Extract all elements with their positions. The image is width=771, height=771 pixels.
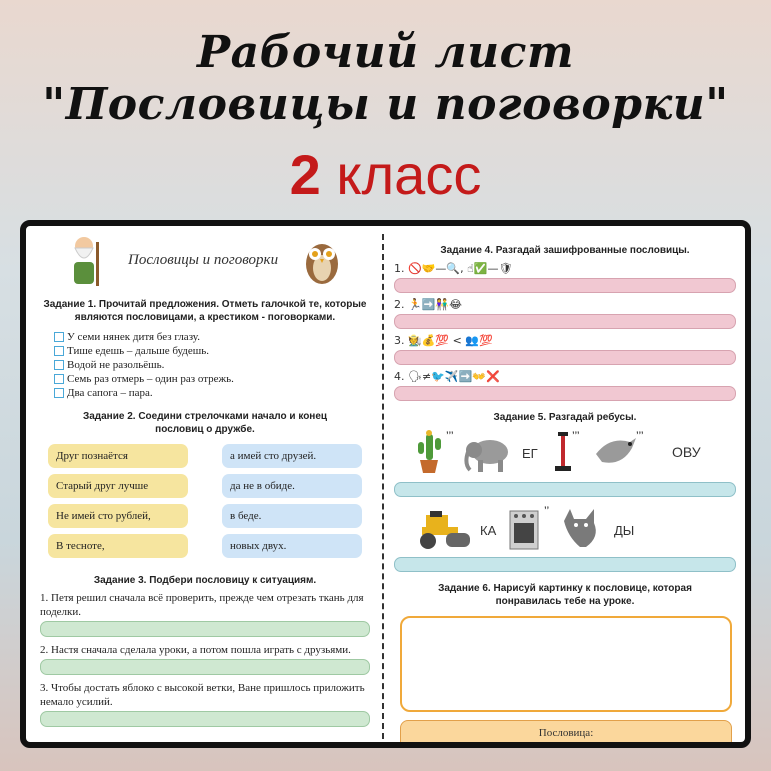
header-title-line1: Рабочий лист <box>196 27 574 78</box>
task3-situation: 3. Чтобы достать яблоко с высокой ветки, Ване пришлось приложить немало усилий. <box>40 682 365 708</box>
column-divider <box>382 234 384 739</box>
task2-heading: Задание 2. Соедини стрелочками начало и конец пословиц о дружбе. <box>82 411 328 435</box>
rebus-letters: ДЫ <box>614 523 635 538</box>
comma-marks: ’’ <box>544 504 550 518</box>
grade-number: 2 <box>289 143 321 206</box>
checkbox[interactable] <box>54 388 64 398</box>
task3-situation: 2. Настя сначала сделала уроки, а потом пошла играть с друзьями. <box>40 644 351 656</box>
answer-field[interactable] <box>40 711 370 727</box>
encoded-proverb: 3. 🧑‍🌾💰💯 < 👥💯 <box>394 334 493 347</box>
grade-word: класс <box>336 143 482 206</box>
task3-situation: 1. Петя решил сначала всё проверить, прежде чем отрезать ткань для поделки. <box>40 592 364 618</box>
match-left-item[interactable]: В тесноте, <box>48 534 188 558</box>
answer-field[interactable] <box>394 557 736 572</box>
proverb-label: Пословица: <box>538 727 594 739</box>
task1-item: Водой не разольёшь. <box>54 358 370 372</box>
match-left-item[interactable]: Не имей сто рублей, <box>48 504 188 528</box>
sheet-title: Пословицы и поговорки <box>128 252 279 268</box>
worksheet <box>20 220 751 748</box>
task6-heading: Задание 6. Нарисуй картинку к пословице, которая понравилась тебе на уроке. <box>438 583 692 607</box>
match-right-item[interactable]: в беде. <box>222 504 362 528</box>
rebus-letters: КА <box>480 523 497 538</box>
task1-heading: Задание 1. Прочитай предложения. Отметь галочкой те, которые являются пословицами, а крестиком - поговорками. <box>43 299 367 323</box>
task4-list <box>394 261 736 401</box>
task1-item: У семи нянек дитя без глазу. <box>54 330 370 344</box>
comma-marks: ’’’ <box>636 429 644 443</box>
elephant-icon <box>464 436 516 474</box>
title-row <box>40 232 370 292</box>
road-roller-icon <box>412 509 474 551</box>
answer-field[interactable] <box>40 659 370 675</box>
left-column <box>40 232 370 727</box>
answer-field[interactable] <box>394 386 736 401</box>
task1-item: Два сапога – пара. <box>54 386 370 400</box>
match-left-item[interactable]: Старый друг лучше <box>48 474 188 498</box>
encoded-proverb: 2. 🏃➡️👫😂 <box>394 298 462 311</box>
rebus-letters: ОВУ <box>672 444 701 460</box>
answer-field[interactable] <box>394 350 736 365</box>
task5-heading: Задание 5. Разгадай ребусы. <box>493 412 637 423</box>
task4-heading: Задание 4. Разгадай зашифрованные пословицы. <box>440 245 690 256</box>
right-column <box>394 232 736 748</box>
grade-label <box>0 140 771 210</box>
comma-marks: ’’’ <box>572 429 580 443</box>
answer-field[interactable] <box>394 278 736 293</box>
old-man-icon <box>62 234 106 288</box>
match-right-item[interactable]: новых двух. <box>222 534 362 558</box>
stove-icon <box>508 509 540 551</box>
task2-match <box>40 440 370 562</box>
pump-icon <box>552 428 574 474</box>
cactus-icon <box>414 428 444 474</box>
encoded-proverb: 4. 🗣≠🐦✈️➡️👐❌ <box>394 370 500 383</box>
header-title-line2: "Пословицы и поговорки" <box>42 79 729 130</box>
task3-heading: Задание 3. Подбери пословицу к ситуациям. <box>93 575 317 586</box>
checkbox[interactable] <box>54 374 64 384</box>
answer-field[interactable] <box>394 482 736 497</box>
task3-list <box>40 591 370 727</box>
task1-item: Тише едешь – дальше будешь. <box>54 344 370 358</box>
match-right-item[interactable]: а имей сто друзей. <box>222 444 362 468</box>
checkbox[interactable] <box>54 346 64 356</box>
proverb-field[interactable] <box>400 720 732 748</box>
task1-item: Семь раз отмерь – один раз отрежь. <box>54 372 370 386</box>
checkbox[interactable] <box>54 332 64 342</box>
answer-field[interactable] <box>394 314 736 329</box>
pigeon-icon <box>592 432 640 472</box>
checkbox[interactable] <box>54 360 64 370</box>
answer-field[interactable] <box>40 621 370 637</box>
match-right-item[interactable]: да не в обиде. <box>222 474 362 498</box>
match-left-item[interactable]: Друг познаётся <box>48 444 188 468</box>
encoded-proverb: 1. 🚫🤝—🔍, ☝✅—🛡 <box>394 262 513 275</box>
drawing-area[interactable] <box>400 616 732 712</box>
task1-list <box>54 330 370 400</box>
rebus-letters: ЕГ <box>522 446 538 461</box>
owl-icon <box>300 234 344 286</box>
comma-marks: ’’’ <box>446 429 454 443</box>
rebus-2 <box>394 505 736 555</box>
rebus-1 <box>394 428 736 480</box>
wolf-icon <box>560 507 606 551</box>
